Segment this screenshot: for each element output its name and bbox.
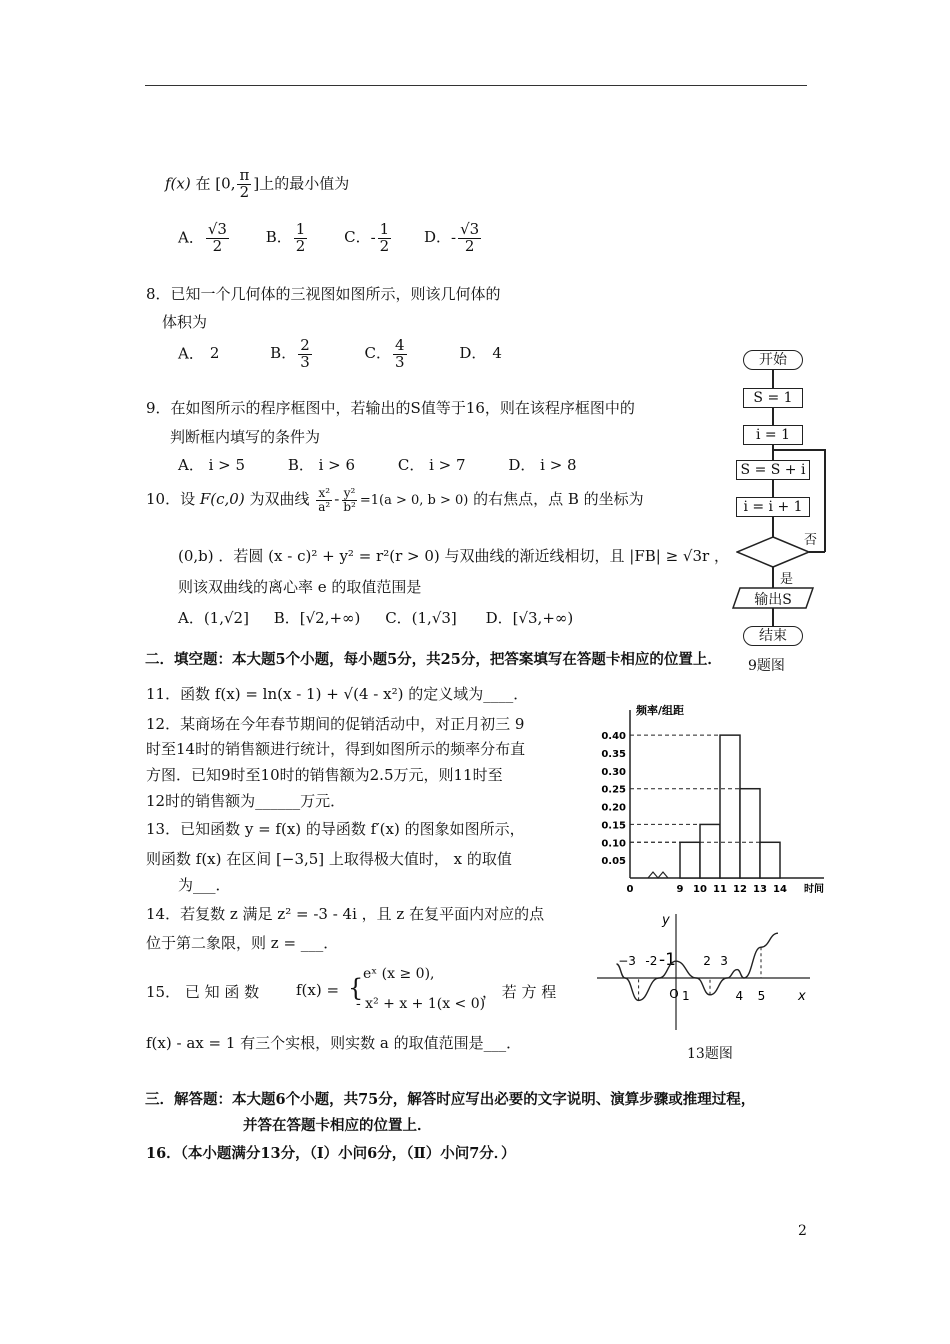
q10-stem-3: 则该双曲线的离心率 e 的取值范围是 bbox=[178, 578, 422, 596]
dgraph-xtick: 3 bbox=[720, 954, 728, 968]
q12-line2: 时至14时的销售额进行统计，得到如图所示的频率分布直 bbox=[146, 740, 526, 758]
hist-xtick: 10 bbox=[693, 884, 707, 895]
q10-options: A．(1,√2] B．[√2,+∞) C．(1,√3] D．[√3,+∞) bbox=[178, 609, 574, 627]
hist-bar bbox=[720, 735, 740, 878]
q14-line2: 位于第二象限，则 z = ___． bbox=[146, 934, 339, 952]
hist-xlabel: 时间 bbox=[804, 884, 824, 895]
flow-s-init: S = 1 bbox=[743, 388, 803, 408]
flow-start: 开始 bbox=[743, 350, 803, 370]
hist-ytick: 0.05 bbox=[601, 856, 626, 868]
q16-heading: 16．（本小题满分13分，（Ⅰ）小问6分，（Ⅱ）小问7分．） bbox=[146, 1145, 516, 1162]
hist-ytick: 0.35 bbox=[601, 749, 626, 760]
hist-bar bbox=[700, 824, 720, 878]
dgraph-xtick: -1 bbox=[659, 950, 676, 970]
hist-ytick: 0.30 bbox=[601, 766, 626, 778]
dgraph-xtick: 1 bbox=[681, 989, 690, 1003]
flow-s-update: S = S + i bbox=[736, 460, 810, 480]
hist-xtick: 14 bbox=[773, 884, 787, 895]
q9-stem: 9．在如图所示的程序框图中，若输出的S值等于16，则在该程序框图中的 bbox=[146, 399, 635, 417]
q15-case2: - x² + x + 1(x < 0) bbox=[356, 996, 486, 1012]
q15-fx: f(x) = bbox=[296, 981, 340, 999]
hist-xtick: 0 bbox=[626, 884, 634, 895]
q12-line1: 12．某商场在今年春节期间的促销活动中，对正月初三 9 bbox=[146, 715, 525, 733]
q12-line4: 12时的销售额为______万元． bbox=[146, 792, 346, 810]
hist-bar bbox=[760, 842, 780, 878]
q10-stem: 10．设 F(c,0) 为双曲线 $\frac{\text{x²}}{\text{a²}}$ - $\frac{\text{y²}}{\text{b²}}$ =1(a > 0, b > 0) 的右焦点，点 B 的坐标为 bbox=[146, 486, 644, 514]
flow-output: 输出S bbox=[754, 592, 792, 608]
q14-line1: 14．若复数 z 满足 z² = -3 - 4i ，且 z 在复平面内对应的点 bbox=[146, 905, 545, 923]
q13-caption: 13题图 bbox=[687, 1046, 733, 1062]
hist-ytick: 0.15 bbox=[601, 820, 626, 832]
flow-i-update: i = i + 1 bbox=[736, 497, 810, 517]
hist-bar bbox=[740, 789, 760, 878]
q13-line2: 则函数 f(x) 在区间 [−3,5] 上取得极大值时， x 的取值 bbox=[146, 850, 512, 868]
flow-caption: 9题图 bbox=[748, 658, 785, 674]
flow-end: 结束 bbox=[743, 626, 803, 646]
hist-xtick: 9 bbox=[676, 884, 684, 895]
page-number: 2 bbox=[798, 1223, 807, 1239]
q8-stem: 8．已知一个几何体的三视图如图所示，则该几何体的 bbox=[146, 285, 501, 303]
derivative-graph bbox=[592, 910, 822, 1035]
dgraph-ylabel: y bbox=[662, 913, 670, 928]
q8-stem-2: 体积为 bbox=[162, 313, 208, 331]
hist-ytick: 0.10 bbox=[601, 838, 626, 850]
q7-options: A． $\frac{√3}{2}$ B． $\frac{1}{2}$ C．- $\frac{1}{2}$ D．- $\frac{√3}{2}$ bbox=[178, 220, 480, 255]
section-2-heading: 二．填空题：本大题5个小题，每小题5分，共25分，把答案填写在答题卡相应的位置上． bbox=[145, 651, 722, 668]
hist-xtick: 11 bbox=[713, 884, 727, 895]
histogram-chart bbox=[592, 700, 832, 900]
dgraph-xtick: -2 bbox=[645, 954, 658, 968]
hist-ytick: 0.20 bbox=[601, 802, 626, 814]
hist-xtick: 13 bbox=[753, 884, 767, 895]
hist-ytick: 0.25 bbox=[601, 784, 626, 796]
hist-axis-break bbox=[648, 872, 668, 878]
dgraph-xtick: 5 bbox=[757, 989, 766, 1003]
q8-options: A． 2 B． $\frac{2}{3}$ C． $\frac{4}{3}$ D． 4 bbox=[178, 336, 502, 371]
dgraph-xtick: 2 bbox=[703, 954, 711, 968]
q15-brace: { bbox=[348, 974, 364, 1002]
q13-line3: 为___． bbox=[178, 876, 231, 894]
dgraph-xtick: O bbox=[669, 987, 679, 1001]
flow-decision bbox=[736, 536, 810, 568]
section-3-heading-2: 并答在答题卡相应的位置上． bbox=[243, 1117, 432, 1134]
dgraph-xlabel: x bbox=[798, 989, 806, 1004]
dgraph-xtick: 4 bbox=[735, 989, 744, 1003]
q15-tail: ， 若 方 程 bbox=[482, 983, 557, 1001]
dgraph-xtick: −3 bbox=[618, 954, 636, 968]
hist-ytick: 0.40 bbox=[601, 731, 626, 743]
q12-line3: 方图．已知9时至10时的销售额为2.5万元，则11时至 bbox=[146, 766, 503, 784]
header-rule bbox=[145, 85, 807, 86]
flow-i-init: i = 1 bbox=[743, 425, 803, 445]
hist-ylabel: 频率/组距 bbox=[636, 704, 685, 717]
hist-xtick: 12 bbox=[733, 884, 747, 895]
dgraph-curve bbox=[617, 933, 779, 1000]
section-3-heading: 三．解答题：本大题6个小题，共75分，解答时应写出必要的文字说明、演算步骤或推理过程， bbox=[145, 1091, 756, 1108]
q15-case1: eˣ (x ≥ 0), bbox=[363, 966, 435, 982]
q11: 11．函数 f(x) = ln(x - 1) + √(4 - x²) 的定义域为____． bbox=[146, 685, 529, 703]
q7-condition: f(x) 在 [0, $\frac{\pi}{2}$ ]上的最小值为 bbox=[165, 166, 350, 201]
q10-stem-2: (0,b) ．若圆 (x - c)² + y² = r²(r > 0) 与双曲线的渐近线相切，且 |FB| ≥ √3r ， bbox=[178, 547, 729, 565]
q9-options: A． i > 5 B． i > 6 C． i > 7 D． i > 8 bbox=[178, 456, 577, 474]
flow-no: 否 bbox=[804, 533, 818, 548]
q15-line2: f(x) - ax = 1 有三个实根，则实数 a 的取值范围是___． bbox=[146, 1034, 522, 1052]
q13-line1: 13．已知函数 y = f(x) 的导函数 f′(x) 的图象如图所示， bbox=[146, 820, 525, 838]
flow-yes: 是 bbox=[780, 572, 794, 587]
q15-label: 15． 已 知 函 数 bbox=[146, 983, 260, 1001]
q9-stem-2: 判断框内填写的条件为 bbox=[170, 428, 321, 446]
hist-bar bbox=[680, 842, 700, 878]
